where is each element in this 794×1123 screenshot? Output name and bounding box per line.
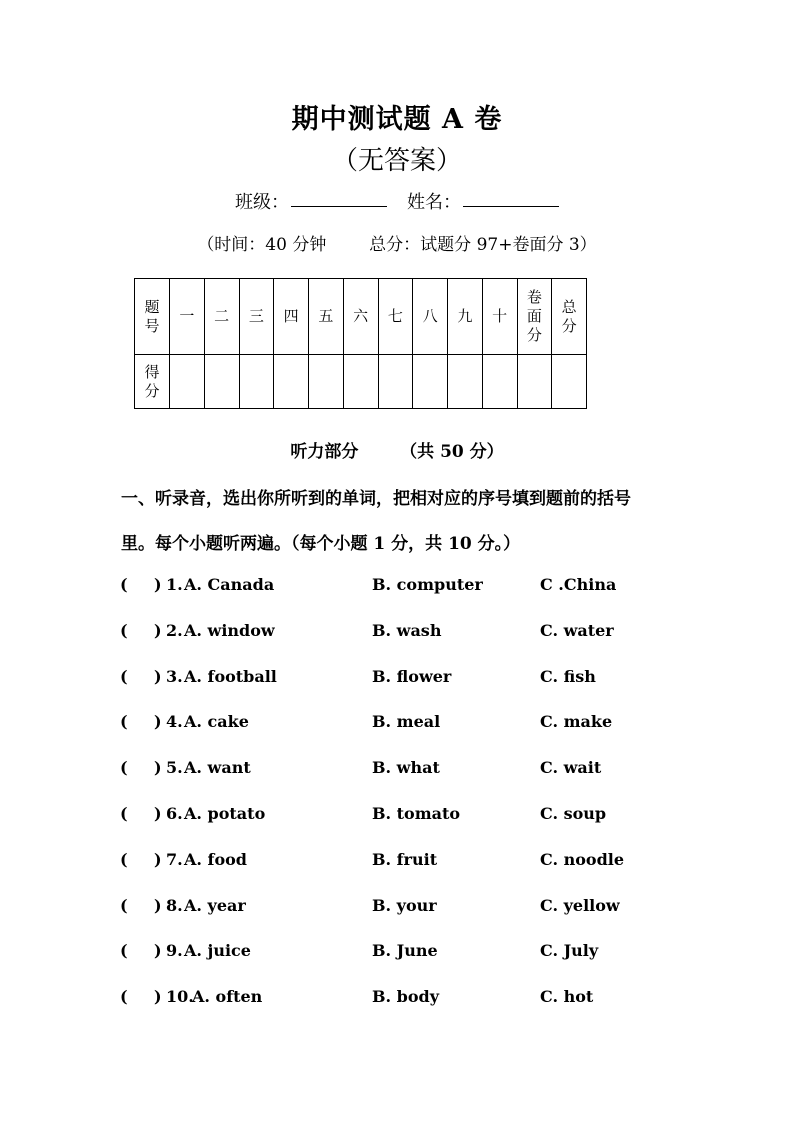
question-row [120,896,680,918]
name-blank[interactable] [463,188,559,207]
answer-paren-open[interactable]: ( [120,758,128,777]
answer-paren-close: ) [154,896,162,915]
score-table [134,278,587,409]
question-row [120,575,680,597]
option-b: B. what [372,758,440,777]
question-row [120,712,680,734]
score-cell[interactable] [448,355,483,409]
score-table-col-header: 九 [448,279,483,355]
answer-paren-close: ) [154,712,162,731]
answer-paren-open[interactable]: ( [120,804,128,823]
score-cell[interactable] [239,355,274,409]
option-a: A. window [184,621,275,640]
option-a: A. often [192,987,263,1006]
option-c: C. make [540,712,613,731]
score-cell[interactable] [517,355,552,409]
page-title: 期中测试题 A 卷 [291,104,503,135]
question-number: 1. [166,575,183,594]
question-row [120,621,680,643]
class-blank[interactable] [291,188,387,207]
question-row [120,941,680,963]
option-b: B. June [372,941,438,960]
answer-paren-close: ) [154,575,162,594]
score-table-col-header: 二 [204,279,239,355]
option-a: A. food [184,850,247,869]
answer-paren-open[interactable]: ( [120,941,128,960]
option-b: B. your [372,896,437,915]
section-total: （共 50 分） [400,442,504,462]
score-table-col-header: 四 [274,279,309,355]
instruction-line-2: 里。每个小题听两遍。（每个小题 1 分，共 10 分。） [121,534,521,554]
score-table-col-header: 十 [482,279,517,355]
answer-paren-close: ) [154,667,162,686]
option-b: B. wash [372,621,442,640]
score-cell[interactable] [309,355,344,409]
student-info-line [0,188,794,214]
answer-paren-open[interactable]: ( [120,667,128,686]
option-b: B. fruit [372,850,438,869]
score-table-col-header: 总分 [552,279,587,355]
section-heading [0,437,794,462]
score-table-row-label: 得分 [135,355,170,409]
option-a: A. potato [184,804,266,823]
answer-paren-close: ) [154,987,162,1006]
answer-paren-open[interactable]: ( [120,575,128,594]
question-number: 3. [166,667,183,686]
score-table-header-row [135,279,587,355]
option-a: A. juice [184,941,251,960]
time-info: （时间：40 分钟 [197,235,327,255]
option-b: B. computer [372,575,483,594]
answer-paren-open[interactable]: ( [120,712,128,731]
score-table-col-header: 八 [413,279,448,355]
question-number: 4. [166,712,183,731]
score-table-col-header: 六 [343,279,378,355]
option-c: C .China [540,575,617,594]
score-table-col-header: 五 [309,279,344,355]
option-b: B. tomato [372,804,461,823]
exam-info-line [0,230,794,255]
answer-paren-close: ) [154,804,162,823]
question-row [120,667,680,689]
question-row [120,804,680,826]
answer-paren-open[interactable]: ( [120,850,128,869]
score-info: 总分：试题分 97+卷面分 3） [369,235,597,255]
option-c: C. fish [540,667,596,686]
answer-paren-open[interactable]: ( [120,621,128,640]
score-cell[interactable] [343,355,378,409]
answer-paren-close: ) [154,941,162,960]
question-row [120,850,680,872]
question-number: 2. [166,621,183,640]
question-number: 6. [166,804,183,823]
score-cell[interactable] [204,355,239,409]
question-number: 9. [166,941,183,960]
score-cell[interactable] [413,355,448,409]
question-number: 7. [166,850,183,869]
answer-paren-close: ) [154,758,162,777]
score-cell[interactable] [482,355,517,409]
score-cell[interactable] [274,355,309,409]
option-a: A. want [184,758,251,777]
answer-paren-open[interactable]: ( [120,896,128,915]
score-cell[interactable] [378,355,413,409]
score-table-col-header: 三 [239,279,274,355]
option-c: C. water [540,621,614,640]
option-b: B. flower [372,667,452,686]
class-label: 班级： [235,192,289,213]
option-a: A. cake [184,712,249,731]
score-table-col-header: 一 [170,279,205,355]
option-c: C. July [540,941,599,960]
score-cell[interactable] [552,355,587,409]
page-subtitle: （无答案） [331,146,462,176]
score-cell[interactable] [170,355,205,409]
question-row [120,758,680,780]
option-c: C. hot [540,987,594,1006]
score-table-score-row [135,355,587,409]
answer-paren-close: ) [154,850,162,869]
score-table-col-header: 卷面分 [517,279,552,355]
option-c: C. yellow [540,896,620,915]
section-title: 听力部分 [290,442,359,462]
option-b: B. meal [372,712,441,731]
option-a: A. year [184,896,246,915]
question-row [120,987,680,1009]
option-b: B. body [372,987,440,1006]
option-c: C. wait [540,758,602,777]
score-table-col-header: 七 [378,279,413,355]
option-a: A. football [184,667,277,686]
option-c: C. soup [540,804,607,823]
name-label: 姓名： [407,192,461,213]
score-table-row-label: 题号 [135,279,170,355]
answer-paren-close: ) [154,621,162,640]
option-c: C. noodle [540,850,625,869]
instruction-line-1: 一、听录音，选出你所听到的单词，把相对应的序号填到题前的括号 [121,489,631,509]
question-number: 8. [166,896,183,915]
question-number: 5. [166,758,183,777]
answer-paren-open[interactable]: ( [120,987,128,1006]
option-a: A. Canada [184,575,275,594]
question-number: 10. [166,987,194,1006]
